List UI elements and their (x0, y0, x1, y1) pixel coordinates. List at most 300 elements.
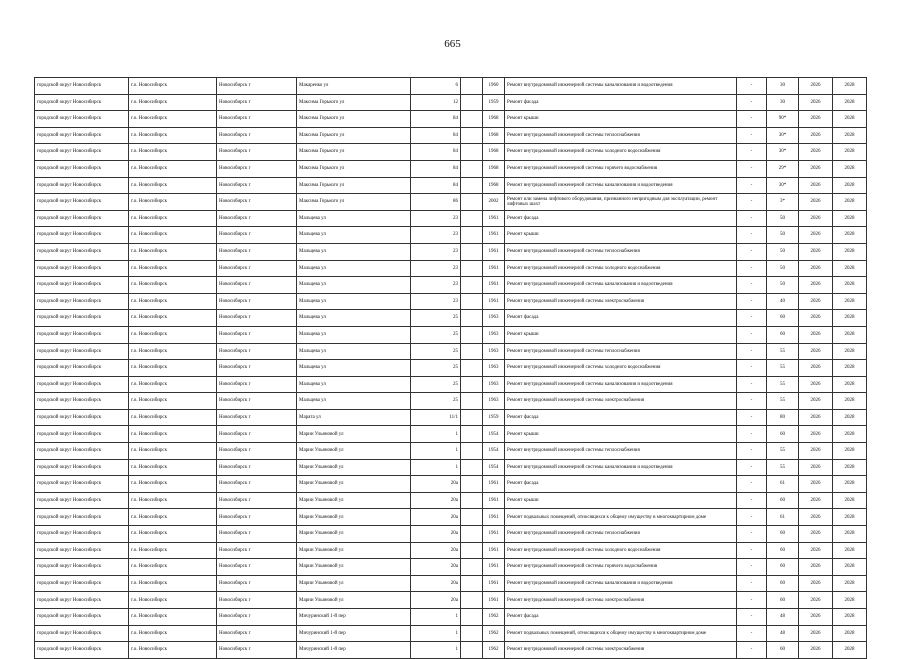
value-cell: 55 (767, 393, 799, 410)
value-cell: 30* (767, 144, 799, 161)
dash-cell: - (737, 542, 767, 559)
street-cell: Марата ул (297, 409, 411, 426)
city-cell: Новосибирск г (217, 260, 297, 277)
work-type-cell: Ремонт крыши (505, 492, 737, 509)
dash-cell: - (737, 243, 767, 260)
city-cell: Новосибирск г (217, 127, 297, 144)
dash-cell: - (737, 492, 767, 509)
district-cell: г.о. Новосибирск (129, 260, 217, 277)
value-cell: 30 (767, 78, 799, 95)
start-year-cell: 2026 (799, 625, 833, 642)
year-cell: 1961 (483, 243, 505, 260)
value-cell: 60 (767, 310, 799, 327)
dash-cell: - (737, 210, 767, 227)
work-type-cell: Ремонт внутридомовой инженерной системы канализования и водоотведения (505, 177, 737, 194)
year-cell: 1961 (483, 260, 505, 277)
house-cell: 20а (411, 492, 461, 509)
house-cell: 1 (411, 625, 461, 642)
district-cell: г.о. Новосибирск (129, 310, 217, 327)
work-type-cell: Ремонт внутридомовой инженерной системы теплоснабжения (505, 127, 737, 144)
end-year-cell: 2028 (833, 111, 867, 128)
value-cell: 55 (767, 376, 799, 393)
street-cell: Максима Горького ул (297, 94, 411, 111)
work-type-cell: Ремонт внутридомовой инженерной системы теплоснабжения (505, 443, 737, 460)
value-cell: 48 (767, 625, 799, 642)
year-cell: 1963 (483, 360, 505, 377)
work-type-cell: Ремонт внутридомовой инженерной системы канализования и водоотведения (505, 78, 737, 95)
year-cell: 1954 (483, 459, 505, 476)
dash-cell: - (737, 559, 767, 576)
district-cell: г.о. Новосибирск (129, 293, 217, 310)
city-cell: Новосибирск г (217, 227, 297, 244)
year-cell: 1961 (483, 542, 505, 559)
street-cell: Марии Ульяновой ул (297, 509, 411, 526)
value-cell: 80 (767, 409, 799, 426)
city-cell: Новосибирск г (217, 376, 297, 393)
house-cell: 25 (411, 376, 461, 393)
table-row (35, 360, 867, 377)
municipality-cell: городской округ Новосибирск (35, 310, 129, 327)
work-type-cell: Ремонт внутридомовой инженерной системы холодного водоснабжения (505, 542, 737, 559)
district-cell: г.о. Новосибирск (129, 160, 217, 177)
dash-cell: - (737, 642, 767, 659)
end-year-cell: 2028 (833, 509, 867, 526)
street-cell: Марии Ульяновой ул (297, 426, 411, 443)
dash-cell: - (737, 476, 767, 493)
value-cell: 29* (767, 160, 799, 177)
house-cell: 20а (411, 476, 461, 493)
end-year-cell: 2028 (833, 243, 867, 260)
work-type-cell: Ремонт фасада (505, 210, 737, 227)
dash-cell: - (737, 144, 767, 161)
table-row (35, 542, 867, 559)
start-year-cell: 2026 (799, 210, 833, 227)
municipality-cell: городской округ Новосибирск (35, 376, 129, 393)
end-year-cell: 2028 (833, 326, 867, 343)
start-year-cell: 2026 (799, 492, 833, 509)
value-cell: 50 (767, 260, 799, 277)
district-cell: г.о. Новосибирск (129, 575, 217, 592)
table-row (35, 243, 867, 260)
work-type-cell: Ремонт внутридомовой инженерной системы горячего водоснабжения (505, 559, 737, 576)
blank-cell (461, 426, 483, 443)
start-year-cell: 2026 (799, 177, 833, 194)
year-cell: 1963 (483, 310, 505, 327)
street-cell: Мальцева ул (297, 310, 411, 327)
table-row (35, 260, 867, 277)
year-cell: 1961 (483, 575, 505, 592)
table-row (35, 575, 867, 592)
start-year-cell: 2026 (799, 260, 833, 277)
start-year-cell: 2026 (799, 360, 833, 377)
end-year-cell: 2028 (833, 343, 867, 360)
house-cell: 25 (411, 310, 461, 327)
municipality-cell: городской округ Новосибирск (35, 625, 129, 642)
municipality-cell: городской округ Новосибирск (35, 78, 129, 95)
work-type-cell: Ремонт внутридомовой инженерной системы холодного водоснабжения (505, 360, 737, 377)
value-cell: 61 (767, 509, 799, 526)
district-cell: г.о. Новосибирск (129, 376, 217, 393)
table-row (35, 559, 867, 576)
work-type-cell: Ремонт фасада (505, 94, 737, 111)
end-year-cell: 2028 (833, 476, 867, 493)
work-type-cell: Ремонт внутридомовой инженерной системы теплоснабжения (505, 243, 737, 260)
municipality-cell: городской округ Новосибирск (35, 459, 129, 476)
end-year-cell: 2028 (833, 160, 867, 177)
end-year-cell: 2028 (833, 144, 867, 161)
year-cell: 1961 (483, 592, 505, 609)
start-year-cell: 2026 (799, 194, 833, 211)
city-cell: Новосибирск г (217, 144, 297, 161)
end-year-cell: 2028 (833, 426, 867, 443)
street-cell: Мальцева ул (297, 277, 411, 294)
table-row (35, 343, 867, 360)
end-year-cell: 2028 (833, 592, 867, 609)
year-cell: 1962 (483, 625, 505, 642)
street-cell: Мальцева ул (297, 243, 411, 260)
table-row (35, 78, 867, 95)
municipality-cell: городской округ Новосибирск (35, 360, 129, 377)
start-year-cell: 2026 (799, 293, 833, 310)
district-cell: г.о. Новосибирск (129, 194, 217, 211)
municipality-cell: городской округ Новосибирск (35, 326, 129, 343)
house-cell: 1 (411, 642, 461, 659)
house-cell: 25 (411, 343, 461, 360)
year-cell: 1961 (483, 227, 505, 244)
dash-cell: - (737, 509, 767, 526)
street-cell: Мичуринский 1-й пер (297, 625, 411, 642)
city-cell: Новосибирск г (217, 609, 297, 626)
table-row (35, 393, 867, 410)
blank-cell (461, 459, 483, 476)
value-cell: 30 (767, 94, 799, 111)
value-cell: 90* (767, 111, 799, 128)
year-cell: 1961 (483, 277, 505, 294)
house-cell: 84 (411, 160, 461, 177)
table-row (35, 592, 867, 609)
start-year-cell: 2026 (799, 526, 833, 543)
end-year-cell: 2028 (833, 210, 867, 227)
street-cell: Максима Горького ул (297, 177, 411, 194)
house-cell: 1 (411, 459, 461, 476)
work-type-cell: Ремонт внутридомовой инженерной системы канализования и водоотведения (505, 459, 737, 476)
dash-cell: - (737, 310, 767, 327)
start-year-cell: 2026 (799, 227, 833, 244)
year-cell: 1968 (483, 111, 505, 128)
city-cell: Новосибирск г (217, 509, 297, 526)
table-row (35, 127, 867, 144)
district-cell: г.о. Новосибирск (129, 443, 217, 460)
end-year-cell: 2028 (833, 177, 867, 194)
blank-cell (461, 160, 483, 177)
year-cell: 1963 (483, 326, 505, 343)
house-cell: 20а (411, 542, 461, 559)
blank-cell (461, 575, 483, 592)
house-cell: 25 (411, 326, 461, 343)
street-cell: Максима Горького ул (297, 194, 411, 211)
end-year-cell: 2028 (833, 310, 867, 327)
end-year-cell: 2028 (833, 575, 867, 592)
dash-cell: - (737, 194, 767, 211)
work-type-cell: Ремонт крыши (505, 111, 737, 128)
work-type-cell: Ремонт крыши (505, 426, 737, 443)
value-cell: 3* (767, 194, 799, 211)
end-year-cell: 2028 (833, 492, 867, 509)
house-cell: 1 (411, 609, 461, 626)
street-cell: Максима Горького ул (297, 127, 411, 144)
end-year-cell: 2028 (833, 227, 867, 244)
start-year-cell: 2026 (799, 542, 833, 559)
district-cell: г.о. Новосибирск (129, 78, 217, 95)
table-row (35, 277, 867, 294)
year-cell: 1961 (483, 492, 505, 509)
blank-cell (461, 194, 483, 211)
municipality-cell: городской округ Новосибирск (35, 575, 129, 592)
dash-cell: - (737, 360, 767, 377)
city-cell: Новосибирск г (217, 160, 297, 177)
end-year-cell: 2028 (833, 625, 867, 642)
district-cell: г.о. Новосибирск (129, 144, 217, 161)
end-year-cell: 2028 (833, 277, 867, 294)
year-cell: 1963 (483, 393, 505, 410)
start-year-cell: 2026 (799, 592, 833, 609)
blank-cell (461, 326, 483, 343)
city-cell: Новосибирск г (217, 243, 297, 260)
dash-cell: - (737, 393, 767, 410)
end-year-cell: 2028 (833, 526, 867, 543)
house-cell: 84 (411, 111, 461, 128)
city-cell: Новосибирск г (217, 575, 297, 592)
blank-cell (461, 260, 483, 277)
city-cell: Новосибирск г (217, 459, 297, 476)
blank-cell (461, 277, 483, 294)
start-year-cell: 2026 (799, 642, 833, 659)
house-cell: 12 (411, 94, 461, 111)
street-cell: Макаренко ул (297, 78, 411, 95)
city-cell: Новосибирск г (217, 210, 297, 227)
start-year-cell: 2026 (799, 310, 833, 327)
start-year-cell: 2026 (799, 476, 833, 493)
work-type-cell: Ремонт внутридомовой инженерной системы электроснабжения (505, 642, 737, 659)
district-cell: г.о. Новосибирск (129, 492, 217, 509)
district-cell: г.о. Новосибирск (129, 559, 217, 576)
city-cell: Новосибирск г (217, 426, 297, 443)
street-cell: Мальцева ул (297, 376, 411, 393)
municipality-cell: городской округ Новосибирск (35, 443, 129, 460)
city-cell: Новосибирск г (217, 542, 297, 559)
city-cell: Новосибирск г (217, 293, 297, 310)
district-cell: г.о. Новосибирск (129, 509, 217, 526)
district-cell: г.о. Новосибирск (129, 459, 217, 476)
dash-cell: - (737, 94, 767, 111)
blank-cell (461, 343, 483, 360)
municipality-cell: городской округ Новосибирск (35, 127, 129, 144)
blank-cell (461, 111, 483, 128)
year-cell: 1961 (483, 526, 505, 543)
year-cell: 1961 (483, 476, 505, 493)
end-year-cell: 2028 (833, 360, 867, 377)
blank-cell (461, 492, 483, 509)
blank-cell (461, 94, 483, 111)
table-row (35, 210, 867, 227)
district-cell: г.о. Новосибирск (129, 542, 217, 559)
dash-cell: - (737, 592, 767, 609)
start-year-cell: 2026 (799, 326, 833, 343)
work-type-cell: Ремонт внутридомовой инженерной системы теплоснабжения (505, 343, 737, 360)
value-cell: 61 (767, 476, 799, 493)
year-cell: 1960 (483, 78, 505, 95)
street-cell: Мальцева ул (297, 260, 411, 277)
district-cell: г.о. Новосибирск (129, 210, 217, 227)
house-cell: 23 (411, 260, 461, 277)
table-row (35, 492, 867, 509)
district-cell: г.о. Новосибирск (129, 592, 217, 609)
table-row (35, 160, 867, 177)
table-row (35, 642, 867, 659)
year-cell: 2002 (483, 194, 505, 211)
dash-cell: - (737, 459, 767, 476)
dash-cell: - (737, 575, 767, 592)
end-year-cell: 2028 (833, 194, 867, 211)
house-cell: 23 (411, 210, 461, 227)
work-type-cell: Ремонт внутридомовой инженерной системы электроснабжения (505, 293, 737, 310)
start-year-cell: 2026 (799, 559, 833, 576)
start-year-cell: 2026 (799, 111, 833, 128)
value-cell: 50 (767, 210, 799, 227)
dash-cell: - (737, 409, 767, 426)
street-cell: Марии Ульяновой ул (297, 476, 411, 493)
year-cell: 1968 (483, 160, 505, 177)
city-cell: Новосибирск г (217, 625, 297, 642)
house-cell: 23 (411, 243, 461, 260)
street-cell: Максима Горького ул (297, 111, 411, 128)
district-cell: г.о. Новосибирск (129, 426, 217, 443)
city-cell: Новосибирск г (217, 393, 297, 410)
work-type-cell: Ремонт внутридомовой инженерной системы холодного водоснабжения (505, 144, 737, 161)
end-year-cell: 2028 (833, 409, 867, 426)
dash-cell: - (737, 426, 767, 443)
blank-cell (461, 144, 483, 161)
table-row (35, 625, 867, 642)
house-cell: 84 (411, 144, 461, 161)
city-cell: Новосибирск г (217, 526, 297, 543)
municipality-cell: городской округ Новосибирск (35, 592, 129, 609)
work-type-cell: Ремонт внутридомовой инженерной системы горячего водоснабжения (505, 160, 737, 177)
house-cell: 84 (411, 177, 461, 194)
house-cell: 25 (411, 360, 461, 377)
house-cell: 25 (411, 393, 461, 410)
work-type-cell: Ремонт внутридомовой инженерной системы канализования и водоотведения (505, 575, 737, 592)
municipality-cell: городской округ Новосибирск (35, 476, 129, 493)
table-row (35, 459, 867, 476)
start-year-cell: 2026 (799, 78, 833, 95)
blank-cell (461, 526, 483, 543)
work-type-cell: Ремонт фасада (505, 310, 737, 327)
city-cell: Новосибирск г (217, 443, 297, 460)
street-cell: Мальцева ул (297, 360, 411, 377)
municipality-cell: городской округ Новосибирск (35, 393, 129, 410)
city-cell: Новосибирск г (217, 360, 297, 377)
city-cell: Новосибирск г (217, 326, 297, 343)
municipality-cell: городской округ Новосибирск (35, 277, 129, 294)
value-cell: 60 (767, 326, 799, 343)
year-cell: 1961 (483, 509, 505, 526)
year-cell: 1968 (483, 127, 505, 144)
value-cell: 60 (767, 575, 799, 592)
value-cell: 30* (767, 127, 799, 144)
value-cell: 40 (767, 293, 799, 310)
dash-cell: - (737, 277, 767, 294)
house-cell: 20а (411, 575, 461, 592)
end-year-cell: 2028 (833, 542, 867, 559)
blank-cell (461, 243, 483, 260)
street-cell: Марии Ульяновой ул (297, 592, 411, 609)
value-cell: 48 (767, 609, 799, 626)
start-year-cell: 2026 (799, 94, 833, 111)
municipality-cell: городской округ Новосибирск (35, 177, 129, 194)
year-cell: 1962 (483, 642, 505, 659)
year-cell: 1968 (483, 177, 505, 194)
city-cell: Новосибирск г (217, 642, 297, 659)
start-year-cell: 2026 (799, 127, 833, 144)
house-cell: 20а (411, 526, 461, 543)
district-cell: г.о. Новосибирск (129, 609, 217, 626)
end-year-cell: 2028 (833, 260, 867, 277)
work-type-cell: Ремонт крыши (505, 326, 737, 343)
municipality-cell: городской округ Новосибирск (35, 426, 129, 443)
street-cell: Мальцева ул (297, 393, 411, 410)
house-cell: 20а (411, 592, 461, 609)
work-type-cell: Ремонт внутридомовой инженерной системы теплоснабжения (505, 526, 737, 543)
table-row (35, 609, 867, 626)
year-cell: 1954 (483, 443, 505, 460)
year-cell: 1954 (483, 426, 505, 443)
table-row (35, 476, 867, 493)
year-cell: 1968 (483, 144, 505, 161)
work-type-cell: Ремонт крыши (505, 227, 737, 244)
district-cell: г.о. Новосибирск (129, 277, 217, 294)
municipality-cell: городской округ Новосибирск (35, 642, 129, 659)
work-type-cell: Ремонт фасада (505, 476, 737, 493)
year-cell: 1962 (483, 609, 505, 626)
district-cell: г.о. Новосибирск (129, 111, 217, 128)
blank-cell (461, 443, 483, 460)
value-cell: 60 (767, 542, 799, 559)
start-year-cell: 2026 (799, 243, 833, 260)
house-cell: 23 (411, 277, 461, 294)
blank-cell (461, 592, 483, 609)
street-cell: Мичуринский 1-й пер (297, 609, 411, 626)
municipality-cell: городской округ Новосибирск (35, 526, 129, 543)
blank-cell (461, 227, 483, 244)
year-cell: 1961 (483, 293, 505, 310)
start-year-cell: 2026 (799, 459, 833, 476)
start-year-cell: 2026 (799, 160, 833, 177)
municipality-cell: городской округ Новосибирск (35, 559, 129, 576)
blank-cell (461, 78, 483, 95)
district-cell: г.о. Новосибирск (129, 227, 217, 244)
dash-cell: - (737, 227, 767, 244)
value-cell: 60 (767, 426, 799, 443)
value-cell: 55 (767, 360, 799, 377)
house-cell: 86 (411, 194, 461, 211)
value-cell: 50 (767, 243, 799, 260)
value-cell: 60 (767, 492, 799, 509)
street-cell: Марии Ульяновой ул (297, 559, 411, 576)
work-type-cell: Ремонт подвальных помещений, относящихся к общему имуществу в многоквартирном доме (505, 509, 737, 526)
blank-cell (461, 393, 483, 410)
blank-cell (461, 609, 483, 626)
